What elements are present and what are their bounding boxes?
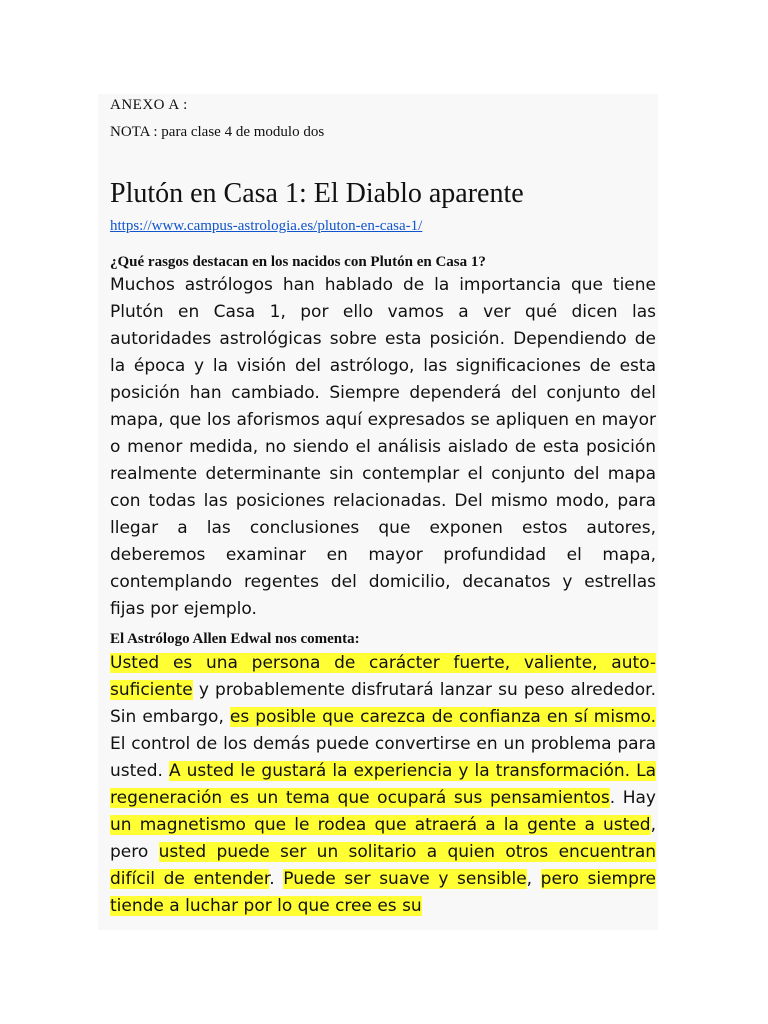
highlight-segment: A usted le gustará la experiencia y la transformación. La regeneración es un tema que ocupará sus pensamientos: [110, 761, 656, 808]
highlight-segment: Puede ser suave y sensible: [283, 869, 527, 889]
text-segment: y probablemente disfrutará lanzar su peso alrededor. Sin embargo,: [110, 680, 656, 727]
highlighted-paragraph: [110, 650, 656, 920]
text-segment: .: [269, 869, 284, 889]
article-title: Plutón en Casa 1: El Diablo aparente: [110, 178, 524, 209]
highlight-segment: pero siempre tiende a luchar por lo que cree es su: [110, 869, 656, 916]
annex-label: ANEXO A :: [110, 97, 188, 113]
source-link[interactable]: https://www.campus-astrologia.es/pluton-en-casa-1/: [110, 218, 423, 234]
highlight-segment: usted puede ser un solitario a quien otros encuentran difícil de entender: [110, 842, 657, 889]
text-segment: ,: [526, 869, 541, 889]
note-label: NOTA : para clase 4 de modulo dos: [110, 124, 325, 140]
highlight-segment: Usted es una persona de carácter fuerte, valiente, auto-suficiente: [110, 653, 656, 700]
text-segment: El control de los demás puede convertirse en un problema para usted.: [110, 734, 656, 781]
intro-paragraph: Muchos astrólogos han hablado de la importancia que tiene Plutón en Casa 1, por ello vamos a ver qué dicen las autoridades astrológicas sobre esta posición. Dependiendo de la época y la visión del astrólogo, las significaciones de esta posición han cambiado. Siempre dependerá del conjunto del mapa, que los aforismos aquí expresados se apliquen en mayor o menor medida, no siendo el análisis aislado de esta posición realmente determinante sin contemplar el conjunto del mapa con todas las posiciones relacionadas. Del mismo modo, para llegar a las conclusiones que exponen estos autores, deberemos examinar en mayor profundidad el mapa, contemplando regentes del domicilio, decanatos y estrellas fijas por ejemplo.: [110, 275, 656, 619]
highlight-segment: es posible que carezca de confianza en sí mismo.: [229, 707, 656, 727]
document-content: [98, 94, 658, 930]
highlight-segment: un magnetismo que le rodea que atraerá a la gente a usted: [110, 815, 651, 835]
question-heading: ¿Qué rasgos destacan en los nacidos con Plutón en Casa 1?: [110, 254, 486, 270]
text-segment: , pero: [110, 815, 656, 862]
astrologer-heading: El Astrólogo Allen Edwal nos comenta:: [110, 631, 360, 647]
text-segment: . Hay: [609, 788, 656, 808]
